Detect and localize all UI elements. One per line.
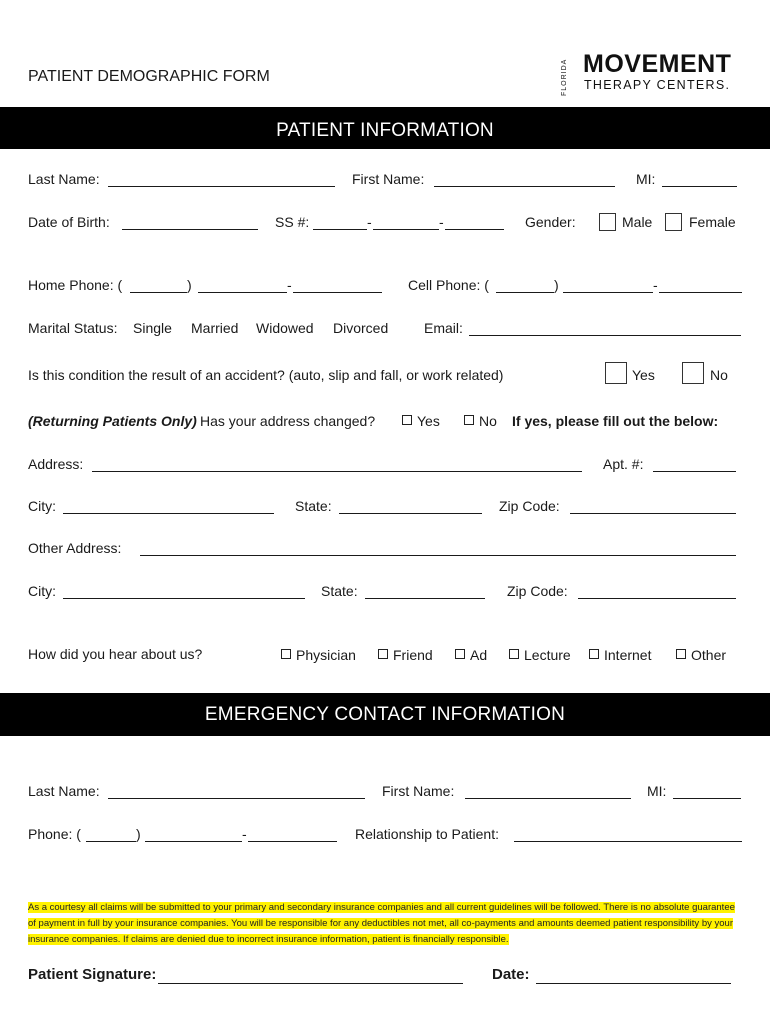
apt-field[interactable] (653, 471, 736, 472)
hear-other-label: Other (691, 647, 727, 663)
ss-dash-1: - (367, 214, 372, 230)
gender-female-label: Female (689, 214, 736, 230)
emergency-phone-paren: ) (136, 826, 141, 842)
home-phone-paren: ) (187, 277, 192, 293)
emergency-section-header (0, 693, 770, 736)
patient-section-title: PATIENT INFORMATION (276, 120, 494, 141)
emergency-last-name-field[interactable] (108, 798, 365, 799)
email-label: Email: (424, 320, 463, 336)
returning-patients-prefix: (Returning Patients Only) (28, 413, 197, 429)
relationship-label: Relationship to Patient: (355, 826, 499, 842)
insurance-disclaimer (28, 900, 744, 948)
hear-ad-checkbox[interactable] (455, 649, 465, 659)
accident-yes-label: Yes (632, 367, 655, 383)
first-name-label: First Name: (352, 171, 425, 187)
emergency-phone-area-field[interactable] (86, 841, 136, 842)
zip-field[interactable] (570, 513, 736, 514)
mi-label: MI: (636, 171, 656, 187)
home-phone-area-field[interactable] (130, 292, 187, 293)
home-phone-label: Home Phone: ( (28, 277, 123, 293)
marital-option-widowed[interactable]: Widowed (256, 320, 314, 336)
emergency-mi-label: MI: (647, 783, 667, 799)
cell-phone-prefix-field[interactable] (563, 292, 653, 293)
state2-label: State: (321, 583, 358, 599)
emergency-mi-field[interactable] (673, 798, 741, 799)
emergency-first-name-field[interactable] (465, 798, 631, 799)
patient-section-header (0, 107, 770, 149)
emergency-last-name-label: Last Name: (28, 783, 100, 799)
hear-lecture-label: Lecture (524, 647, 571, 663)
accident-no-checkbox[interactable] (682, 362, 704, 384)
accident-no-label: No (710, 367, 728, 383)
home-phone-prefix-field[interactable] (198, 292, 287, 293)
city-label: City: (28, 498, 56, 514)
gender-male-label: Male (622, 214, 653, 230)
if-yes-instruction: If yes, please fill out the below: (512, 413, 719, 429)
hear-option-lecture[interactable] (509, 647, 571, 663)
address-changed-yes-checkbox[interactable] (402, 415, 412, 425)
logo-sub-text: THERAPY CENTERS. (584, 78, 731, 92)
hear-about-question: How did you hear about us? (28, 646, 203, 662)
zip2-label: Zip Code: (507, 583, 568, 599)
last-name-field[interactable] (108, 186, 335, 187)
signature-date-label: Date: (492, 966, 530, 983)
ss-field-part3[interactable] (445, 229, 504, 230)
hear-option-internet[interactable] (589, 647, 651, 663)
patient-signature-field[interactable] (158, 983, 463, 984)
hear-lecture-checkbox[interactable] (509, 649, 519, 659)
home-phone-number-field[interactable] (293, 292, 382, 293)
hear-option-physician[interactable] (281, 647, 356, 663)
ss-dash-2: - (439, 214, 444, 230)
address-changed-yes[interactable] (402, 413, 440, 429)
emergency-section-title: EMERGENCY CONTACT INFORMATION (204, 704, 566, 725)
hear-internet-label: Internet (604, 647, 652, 663)
apt-label: Apt. #: (603, 456, 644, 472)
gender-female-checkbox[interactable] (665, 213, 682, 231)
emergency-phone-prefix-field[interactable] (145, 841, 242, 842)
home-phone-dash: - (287, 277, 292, 293)
city2-field[interactable] (63, 598, 305, 599)
other-address-field[interactable] (140, 555, 736, 556)
hear-option-ad[interactable] (455, 647, 487, 663)
hear-option-other[interactable] (676, 647, 726, 663)
first-name-field[interactable] (434, 186, 615, 187)
dob-label: Date of Birth: (28, 214, 110, 230)
cell-phone-number-field[interactable] (659, 292, 742, 293)
address-label: Address: (28, 456, 84, 472)
state-field[interactable] (339, 513, 482, 514)
marital-option-married[interactable]: Married (191, 320, 239, 336)
marital-option-divorced[interactable]: Divorced (333, 320, 389, 336)
emergency-phone-label: Phone: ( (28, 826, 81, 842)
emergency-first-name-label: First Name: (382, 783, 455, 799)
cell-phone-dash: - (653, 277, 658, 293)
zip-label: Zip Code: (499, 498, 560, 514)
dob-field[interactable] (122, 229, 258, 230)
emergency-phone-number-field[interactable] (248, 841, 337, 842)
patient-signature-label: Patient Signature: (28, 966, 157, 983)
insurance-disclaimer-text: As a courtesy all claims will be submitted to your primary and secondary insurance companies and all current guidelines will be followed. There is no absolute guarantee of payment in full by your insurance companies. You will be responsible for any deductibles not met, all co-payments and amounts deemed patient responsibility by your insurance companies. If claims are denied due to incorrect insurance information, patient is financially responsible. (28, 902, 735, 945)
ss-label: SS #: (275, 214, 310, 230)
address-changed-no-checkbox[interactable] (464, 415, 474, 425)
cell-phone-area-field[interactable] (496, 292, 554, 293)
hear-physician-label: Physician (296, 647, 356, 663)
address-changed-yes-label: Yes (417, 413, 440, 429)
accident-question: Is this condition the result of an accident? (auto, slip and fall, or work related) (28, 367, 504, 383)
hear-friend-label: Friend (393, 647, 433, 663)
hear-friend-checkbox[interactable] (378, 649, 388, 659)
returning-question: Has your address changed? (200, 413, 376, 429)
hear-physician-checkbox[interactable] (281, 649, 291, 659)
address-field[interactable] (92, 471, 582, 472)
signature-date-field[interactable] (536, 983, 731, 984)
city2-label: City: (28, 583, 56, 599)
hear-ad-label: Ad (470, 647, 488, 663)
email-field[interactable] (469, 335, 741, 336)
ss-field-part2[interactable] (373, 229, 439, 230)
state-label: State: (295, 498, 332, 514)
address-changed-no[interactable] (464, 413, 497, 429)
relationship-field[interactable] (514, 841, 742, 842)
accident-yes-checkbox[interactable] (605, 362, 627, 384)
hear-other-checkbox[interactable] (676, 649, 686, 659)
logo-state-text: FLORIDA (561, 58, 568, 96)
ss-field-part1[interactable] (313, 229, 367, 230)
address-changed-no-label: No (479, 413, 497, 429)
marital-option-single[interactable]: Single (133, 320, 172, 336)
other-address-label: Other Address: (28, 540, 122, 556)
hear-internet-checkbox[interactable] (589, 649, 599, 659)
city-field[interactable] (63, 513, 274, 514)
gender-label: Gender: (525, 214, 576, 230)
mi-field[interactable] (662, 186, 737, 187)
cell-phone-label: Cell Phone: ( (408, 277, 489, 293)
cell-phone-paren: ) (554, 277, 559, 293)
gender-male-checkbox[interactable] (599, 213, 616, 231)
logo-main-text: MOVEMENT (583, 50, 732, 78)
marital-status-label: Marital Status: (28, 320, 118, 336)
last-name-label: Last Name: (28, 171, 100, 187)
state2-field[interactable] (365, 598, 485, 599)
form-title: PATIENT DEMOGRAPHIC FORM (28, 68, 270, 85)
hear-option-friend[interactable] (378, 647, 433, 663)
emergency-phone-dash: - (242, 826, 247, 842)
zip2-field[interactable] (578, 598, 736, 599)
